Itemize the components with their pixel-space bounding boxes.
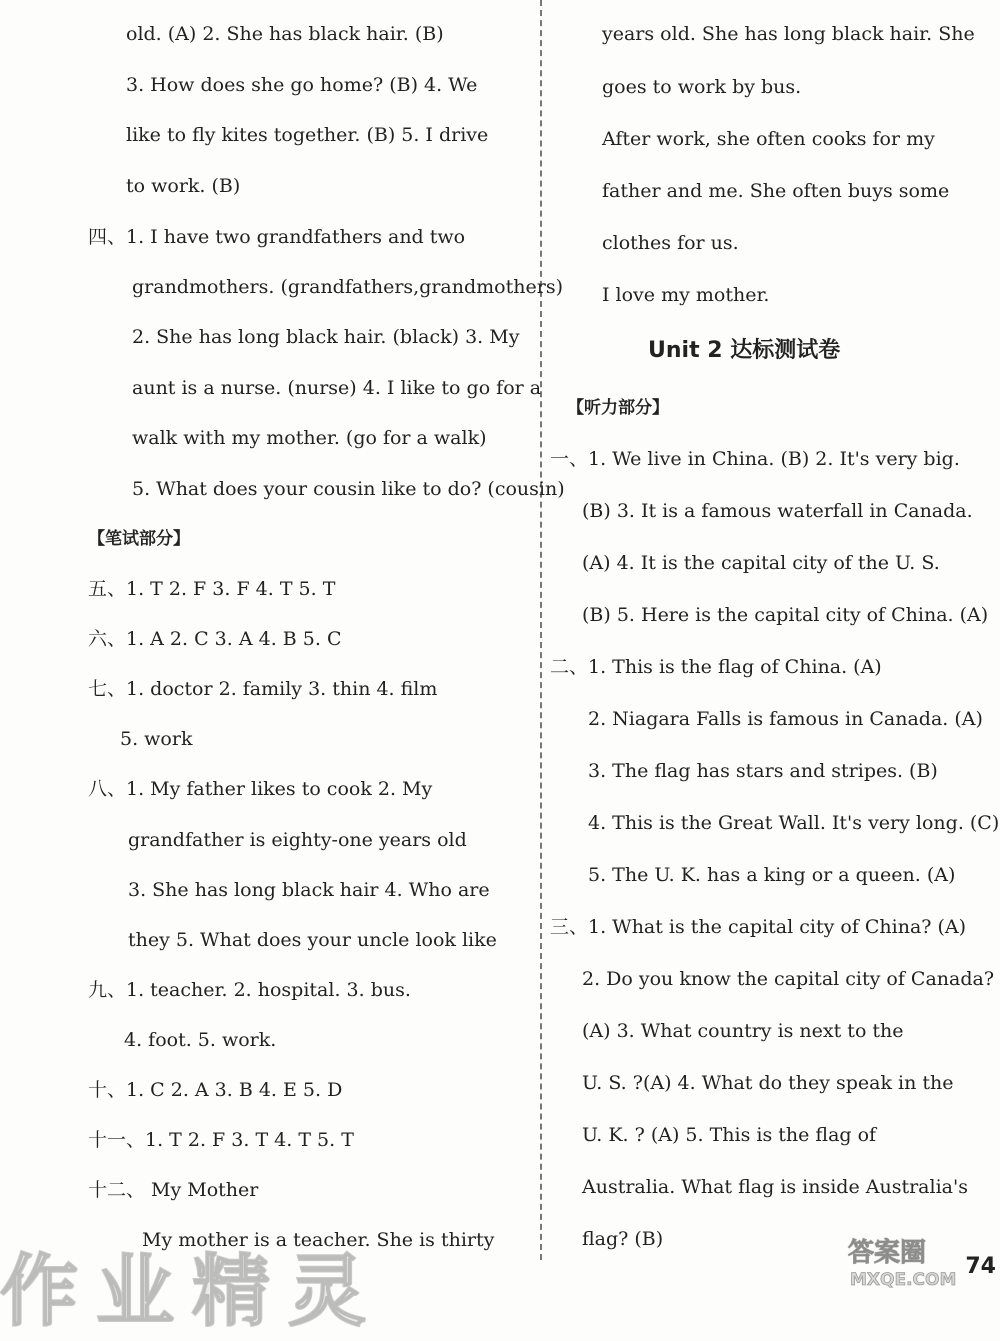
text-line: 九、1. teacher. 2. hospital. 3. bus.	[88, 979, 411, 1001]
text-line: 3. How does she go home? (B) 4. We	[126, 74, 478, 96]
text-line: 四、1. I have two grandfathers and two	[88, 226, 466, 248]
text-line: they 5. What does your uncle look like	[128, 929, 497, 951]
text-line: 3. The flag has stars and stripes. (B)	[588, 760, 938, 782]
logo-text: 答案圈	[848, 1238, 927, 1268]
text-line: (A) 3. What country is next to the	[582, 1020, 904, 1042]
text-line: aunt is a nurse. (nurse) 4. I like to go for a	[132, 377, 542, 399]
text-line: Australia. What flag is inside Australia's	[582, 1176, 968, 1198]
text-line: old. (A) 2. She has black hair. (B)	[126, 23, 444, 45]
text-line: to work. (B)	[126, 175, 241, 197]
text-line: 三、1. What is the capital city of China? (A)	[550, 916, 967, 938]
text-line: 七、1. doctor 2. family 3. thin 4. film	[88, 678, 438, 700]
text-line: father and me. She often buys some	[602, 180, 950, 202]
text-line: (B) 5. Here is the capital city of China. (A)	[582, 604, 989, 626]
essay-title-line: 十二、 My Mother	[88, 1179, 259, 1201]
text-line: (B) 3. It is a famous waterfall in Canada.	[582, 500, 973, 522]
text-line: My mother is a teacher. She is thirty	[142, 1229, 495, 1251]
text-line: 二、1. This is the flag of China. (A)	[550, 656, 882, 678]
text-line: 2. Do you know the capital city of Canada?	[582, 968, 995, 990]
text-line: grandfather is eighty-one years old	[128, 829, 467, 851]
text-line: like to fly kites together. (B) 5. I drive	[126, 124, 489, 146]
text-line: 2. Niagara Falls is famous in Canada. (A)	[588, 708, 983, 730]
text-line: 5. work	[120, 728, 193, 750]
text-line: goes to work by bus.	[602, 76, 802, 98]
text-line: (A) 4. It is the capital city of the U. S.	[582, 552, 940, 574]
text-line: 六、1. A 2. C 3. A 4. B 5. C	[88, 628, 342, 650]
text-line: 3. She has long black hair 4. Who are	[128, 879, 490, 901]
watermark: 作业精灵	[0, 1247, 385, 1337]
text-line: 5. The U. K. has a king or a queen. (A)	[588, 864, 956, 886]
text-line: clothes for us.	[602, 232, 739, 254]
text-line: 十、1. C 2. A 3. B 4. E 5. D	[88, 1079, 343, 1101]
text-line: U. K. ? (A) 5. This is the flag of	[582, 1124, 877, 1146]
text-line: U. S. ?(A) 4. What do they speak in the	[582, 1072, 954, 1094]
section-heading: 【笔试部分】	[88, 529, 190, 549]
text-line: 八、1. My father likes to cook 2. My	[88, 778, 433, 800]
text-line: years old. She has long black hair. She	[602, 23, 975, 45]
page-number: 74	[965, 1254, 996, 1279]
text-line: flag? (B)	[582, 1228, 664, 1250]
text-line: I love my mother.	[602, 284, 770, 306]
text-line: walk with my mother. (go for a walk)	[132, 427, 487, 449]
text-line: 一、1. We live in China. (B) 2. It's very big.	[550, 448, 960, 470]
unit-title: Unit 2 达标测试卷	[648, 338, 841, 363]
text-line: 5. What does your cousin like to do? (cousin)	[132, 478, 565, 500]
column-divider	[540, 0, 542, 1260]
text-line: 五、1. T 2. F 3. F 4. T 5. T	[88, 578, 336, 600]
text-line: After work, she often cooks for my	[602, 128, 935, 150]
text-line: 2. She has long black hair. (black) 3. My	[132, 326, 520, 348]
text-line: 4. foot. 5. work.	[124, 1029, 277, 1051]
text-line: 4. This is the Great Wall. It's very long. (C)	[588, 812, 1000, 834]
section-heading: 【听力部分】	[567, 398, 669, 418]
text-line: 十一、1. T 2. F 3. T 4. T 5. T	[88, 1129, 354, 1151]
text-line: grandmothers. (grandfathers,grandmothers)	[132, 276, 563, 298]
logo-url: MXQE.COM	[850, 1270, 957, 1290]
